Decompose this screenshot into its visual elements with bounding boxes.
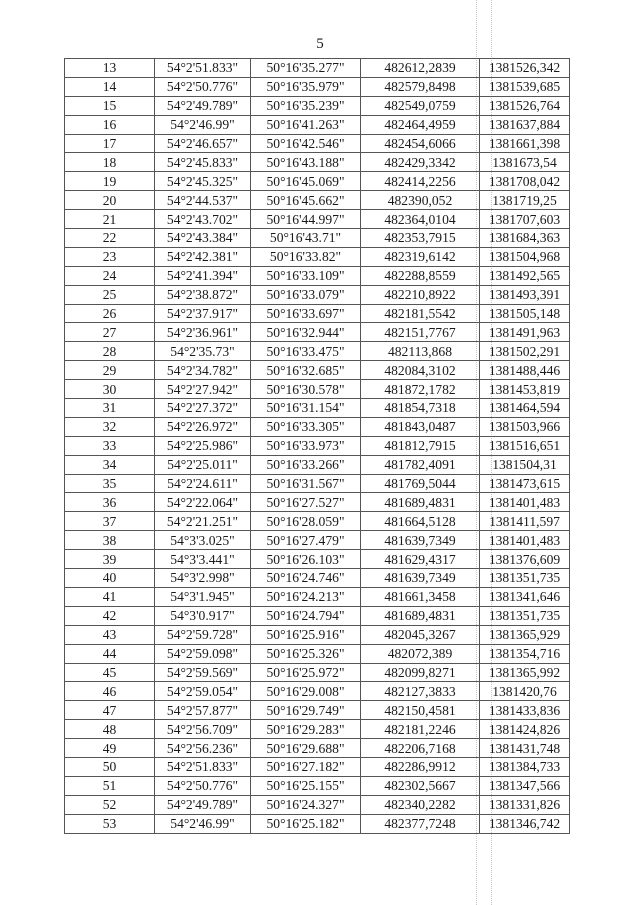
table-row bbox=[65, 417, 570, 436]
x-coordinate-cell: 481664,5128 bbox=[361, 512, 480, 531]
latitude-cell: 54°3'0.917" bbox=[155, 606, 251, 625]
point-number-cell: 40 bbox=[65, 569, 155, 588]
point-number-cell: 20 bbox=[65, 191, 155, 210]
point-number-cell: 31 bbox=[65, 399, 155, 418]
x-coordinate-cell: 482429,3342 bbox=[361, 153, 480, 172]
table-row bbox=[65, 361, 570, 380]
x-coordinate-cell: 481689,4831 bbox=[361, 493, 480, 512]
y-coordinate-cell: 1381351,735 bbox=[480, 569, 570, 588]
table-row bbox=[65, 380, 570, 399]
point-number-cell: 37 bbox=[65, 512, 155, 531]
x-coordinate-cell: 482464,4959 bbox=[361, 115, 480, 134]
latitude-cell: 54°2'59.569" bbox=[155, 663, 251, 682]
longitude-cell: 50°16'25.972" bbox=[251, 663, 361, 682]
y-coordinate-cell: 1381365,929 bbox=[480, 625, 570, 644]
x-coordinate-cell: 481782,4091 bbox=[361, 455, 480, 474]
y-coordinate-cell: 1381453,819 bbox=[480, 380, 570, 399]
latitude-cell: 54°2'57.877" bbox=[155, 701, 251, 720]
latitude-cell: 54°2'44.537" bbox=[155, 191, 251, 210]
point-number-cell: 21 bbox=[65, 210, 155, 229]
longitude-cell: 50°16'33.697" bbox=[251, 304, 361, 323]
x-coordinate-cell: 481689,4831 bbox=[361, 606, 480, 625]
y-coordinate-cell: 1381684,363 bbox=[480, 229, 570, 248]
point-number-cell: 15 bbox=[65, 96, 155, 115]
longitude-cell: 50°16'33.82" bbox=[251, 247, 361, 266]
table-row bbox=[65, 304, 570, 323]
longitude-cell: 50°16'33.109" bbox=[251, 266, 361, 285]
longitude-cell: 50°16'24.746" bbox=[251, 569, 361, 588]
y-coordinate-cell: 1381493,391 bbox=[480, 285, 570, 304]
table-row bbox=[65, 531, 570, 550]
x-coordinate-cell: 482206,7168 bbox=[361, 739, 480, 758]
table-row bbox=[65, 776, 570, 795]
latitude-cell: 54°2'45.325" bbox=[155, 172, 251, 191]
x-coordinate-cell: 482127,3833 bbox=[361, 682, 480, 701]
point-number-cell: 39 bbox=[65, 550, 155, 569]
latitude-cell: 54°2'46.99" bbox=[155, 814, 251, 833]
point-number-cell: 33 bbox=[65, 436, 155, 455]
x-coordinate-cell: 481812,7915 bbox=[361, 436, 480, 455]
table-row bbox=[65, 644, 570, 663]
longitude-cell: 50°16'25.155" bbox=[251, 776, 361, 795]
y-coordinate-cell: 1381401,483 bbox=[480, 531, 570, 550]
longitude-cell: 50°16'25.182" bbox=[251, 814, 361, 833]
y-coordinate-cell: 1381539,685 bbox=[480, 77, 570, 96]
latitude-cell: 54°3'1.945" bbox=[155, 587, 251, 606]
y-coordinate-cell: 1381420,76 bbox=[480, 682, 570, 701]
y-coordinate-cell: 1381719,25 bbox=[480, 191, 570, 210]
latitude-cell: 54°2'21.251" bbox=[155, 512, 251, 531]
y-coordinate-cell: 1381331,826 bbox=[480, 795, 570, 814]
table-row bbox=[65, 153, 570, 172]
longitude-cell: 50°16'32.685" bbox=[251, 361, 361, 380]
table-row bbox=[65, 77, 570, 96]
x-coordinate-cell: 482113,868 bbox=[361, 342, 480, 361]
y-coordinate-cell: 1381526,764 bbox=[480, 96, 570, 115]
point-number-cell: 29 bbox=[65, 361, 155, 380]
longitude-cell: 50°16'44.997" bbox=[251, 210, 361, 229]
longitude-cell: 50°16'29.283" bbox=[251, 720, 361, 739]
x-coordinate-cell: 482045,3267 bbox=[361, 625, 480, 644]
longitude-cell: 50°16'29.749" bbox=[251, 701, 361, 720]
y-coordinate-cell: 1381384,733 bbox=[480, 757, 570, 776]
latitude-cell: 54°2'38.872" bbox=[155, 285, 251, 304]
x-coordinate-cell: 481769,5044 bbox=[361, 474, 480, 493]
longitude-cell: 50°16'32.944" bbox=[251, 323, 361, 342]
table-row bbox=[65, 550, 570, 569]
y-coordinate-cell: 1381505,148 bbox=[480, 304, 570, 323]
point-number-cell: 17 bbox=[65, 134, 155, 153]
longitude-cell: 50°16'43.188" bbox=[251, 153, 361, 172]
table-row bbox=[65, 191, 570, 210]
point-number-cell: 49 bbox=[65, 739, 155, 758]
x-coordinate-cell: 482377,7248 bbox=[361, 814, 480, 833]
longitude-cell: 50°16'27.182" bbox=[251, 757, 361, 776]
x-coordinate-cell: 482390,052 bbox=[361, 191, 480, 210]
y-coordinate-cell: 1381504,968 bbox=[480, 247, 570, 266]
longitude-cell: 50°16'41.263" bbox=[251, 115, 361, 134]
longitude-cell: 50°16'24.327" bbox=[251, 795, 361, 814]
page-number: 5 bbox=[316, 36, 324, 52]
x-coordinate-cell: 482612,2839 bbox=[361, 59, 480, 78]
longitude-cell: 50°16'33.079" bbox=[251, 285, 361, 304]
x-coordinate-cell: 482099,8271 bbox=[361, 663, 480, 682]
x-coordinate-cell: 482454,6066 bbox=[361, 134, 480, 153]
coordinates-table bbox=[64, 58, 570, 834]
y-coordinate-cell: 1381491,963 bbox=[480, 323, 570, 342]
point-number-cell: 46 bbox=[65, 682, 155, 701]
table-row bbox=[65, 682, 570, 701]
latitude-cell: 54°2'46.657" bbox=[155, 134, 251, 153]
table-row bbox=[65, 587, 570, 606]
y-coordinate-cell: 1381673,54 bbox=[480, 153, 570, 172]
table-row bbox=[65, 720, 570, 739]
x-coordinate-cell: 481843,0487 bbox=[361, 417, 480, 436]
x-coordinate-cell: 482084,3102 bbox=[361, 361, 480, 380]
latitude-cell: 54°2'37.917" bbox=[155, 304, 251, 323]
longitude-cell: 50°16'35.979" bbox=[251, 77, 361, 96]
point-number-cell: 26 bbox=[65, 304, 155, 323]
y-coordinate-cell: 1381488,446 bbox=[480, 361, 570, 380]
y-coordinate-cell: 1381424,826 bbox=[480, 720, 570, 739]
x-coordinate-cell: 482072,389 bbox=[361, 644, 480, 663]
longitude-cell: 50°16'33.973" bbox=[251, 436, 361, 455]
y-coordinate-cell: 1381707,603 bbox=[480, 210, 570, 229]
longitude-cell: 50°16'29.008" bbox=[251, 682, 361, 701]
point-number-cell: 13 bbox=[65, 59, 155, 78]
point-number-cell: 53 bbox=[65, 814, 155, 833]
latitude-cell: 54°2'43.384" bbox=[155, 229, 251, 248]
table-row bbox=[65, 266, 570, 285]
table-row bbox=[65, 757, 570, 776]
table-row bbox=[65, 172, 570, 191]
longitude-cell: 50°16'29.688" bbox=[251, 739, 361, 758]
table-row bbox=[65, 210, 570, 229]
latitude-cell: 54°2'43.702" bbox=[155, 210, 251, 229]
point-number-cell: 51 bbox=[65, 776, 155, 795]
latitude-cell: 54°2'51.833" bbox=[155, 59, 251, 78]
y-coordinate-cell: 1381503,966 bbox=[480, 417, 570, 436]
x-coordinate-cell: 482181,2246 bbox=[361, 720, 480, 739]
x-coordinate-cell: 482302,5667 bbox=[361, 776, 480, 795]
y-coordinate-cell: 1381516,651 bbox=[480, 436, 570, 455]
latitude-cell: 54°2'59.728" bbox=[155, 625, 251, 644]
longitude-cell: 50°16'45.069" bbox=[251, 172, 361, 191]
table-row bbox=[65, 474, 570, 493]
point-number-cell: 44 bbox=[65, 644, 155, 663]
longitude-cell: 50°16'42.546" bbox=[251, 134, 361, 153]
y-coordinate-cell: 1381473,615 bbox=[480, 474, 570, 493]
point-number-cell: 50 bbox=[65, 757, 155, 776]
x-coordinate-cell: 482364,0104 bbox=[361, 210, 480, 229]
y-coordinate-cell: 1381464,594 bbox=[480, 399, 570, 418]
x-coordinate-cell: 482579,8498 bbox=[361, 77, 480, 96]
point-number-cell: 23 bbox=[65, 247, 155, 266]
point-number-cell: 48 bbox=[65, 720, 155, 739]
point-number-cell: 30 bbox=[65, 380, 155, 399]
table-row bbox=[65, 455, 570, 474]
y-coordinate-cell: 1381347,566 bbox=[480, 776, 570, 795]
latitude-cell: 54°2'24.611" bbox=[155, 474, 251, 493]
latitude-cell: 54°2'46.99" bbox=[155, 115, 251, 134]
latitude-cell: 54°2'27.372" bbox=[155, 399, 251, 418]
latitude-cell: 54°2'50.776" bbox=[155, 776, 251, 795]
latitude-cell: 54°2'26.972" bbox=[155, 417, 251, 436]
latitude-cell: 54°2'49.789" bbox=[155, 96, 251, 115]
y-coordinate-cell: 1381365,992 bbox=[480, 663, 570, 682]
table-row bbox=[65, 247, 570, 266]
y-coordinate-cell: 1381492,565 bbox=[480, 266, 570, 285]
point-number-cell: 28 bbox=[65, 342, 155, 361]
table-row bbox=[65, 96, 570, 115]
table-row bbox=[65, 569, 570, 588]
latitude-cell: 54°2'56.709" bbox=[155, 720, 251, 739]
y-coordinate-cell: 1381504,31 bbox=[480, 455, 570, 474]
longitude-cell: 50°16'26.103" bbox=[251, 550, 361, 569]
latitude-cell: 54°2'56.236" bbox=[155, 739, 251, 758]
table-row bbox=[65, 285, 570, 304]
latitude-cell: 54°2'36.961" bbox=[155, 323, 251, 342]
y-coordinate-cell: 1381661,398 bbox=[480, 134, 570, 153]
table-row bbox=[65, 229, 570, 248]
x-coordinate-cell: 481872,1782 bbox=[361, 380, 480, 399]
latitude-cell: 54°2'25.011" bbox=[155, 455, 251, 474]
latitude-cell: 54°2'27.942" bbox=[155, 380, 251, 399]
point-number-cell: 45 bbox=[65, 663, 155, 682]
x-coordinate-cell: 481639,7349 bbox=[361, 569, 480, 588]
table-row bbox=[65, 323, 570, 342]
point-number-cell: 27 bbox=[65, 323, 155, 342]
y-coordinate-cell: 1381502,291 bbox=[480, 342, 570, 361]
x-coordinate-cell: 482151,7767 bbox=[361, 323, 480, 342]
longitude-cell: 50°16'33.305" bbox=[251, 417, 361, 436]
x-coordinate-cell: 482181,5542 bbox=[361, 304, 480, 323]
latitude-cell: 54°3'3.025" bbox=[155, 531, 251, 550]
longitude-cell: 50°16'31.154" bbox=[251, 399, 361, 418]
longitude-cell: 50°16'27.527" bbox=[251, 493, 361, 512]
coordinates-table-body bbox=[65, 59, 570, 834]
x-coordinate-cell: 482340,2282 bbox=[361, 795, 480, 814]
longitude-cell: 50°16'25.916" bbox=[251, 625, 361, 644]
x-coordinate-cell: 482353,7915 bbox=[361, 229, 480, 248]
table-row bbox=[65, 134, 570, 153]
point-number-cell: 52 bbox=[65, 795, 155, 814]
longitude-cell: 50°16'35.277" bbox=[251, 59, 361, 78]
x-coordinate-cell: 482210,8922 bbox=[361, 285, 480, 304]
table-row bbox=[65, 606, 570, 625]
y-coordinate-cell: 1381341,646 bbox=[480, 587, 570, 606]
longitude-cell: 50°16'45.662" bbox=[251, 191, 361, 210]
latitude-cell: 54°2'59.054" bbox=[155, 682, 251, 701]
point-number-cell: 38 bbox=[65, 531, 155, 550]
x-coordinate-cell: 482286,9912 bbox=[361, 757, 480, 776]
point-number-cell: 42 bbox=[65, 606, 155, 625]
y-coordinate-cell: 1381346,742 bbox=[480, 814, 570, 833]
point-number-cell: 16 bbox=[65, 115, 155, 134]
y-coordinate-cell: 1381637,884 bbox=[480, 115, 570, 134]
longitude-cell: 50°16'33.475" bbox=[251, 342, 361, 361]
point-number-cell: 32 bbox=[65, 417, 155, 436]
table-row bbox=[65, 436, 570, 455]
longitude-cell: 50°16'30.578" bbox=[251, 380, 361, 399]
point-number-cell: 22 bbox=[65, 229, 155, 248]
longitude-cell: 50°16'28.059" bbox=[251, 512, 361, 531]
longitude-cell: 50°16'27.479" bbox=[251, 531, 361, 550]
latitude-cell: 54°2'49.789" bbox=[155, 795, 251, 814]
point-number-cell: 19 bbox=[65, 172, 155, 191]
longitude-cell: 50°16'33.266" bbox=[251, 455, 361, 474]
point-number-cell: 24 bbox=[65, 266, 155, 285]
longitude-cell: 50°16'24.213" bbox=[251, 587, 361, 606]
table-row bbox=[65, 701, 570, 720]
x-coordinate-cell: 482150,4581 bbox=[361, 701, 480, 720]
latitude-cell: 54°2'42.381" bbox=[155, 247, 251, 266]
table-row bbox=[65, 342, 570, 361]
table-row bbox=[65, 493, 570, 512]
table-row bbox=[65, 115, 570, 134]
latitude-cell: 54°2'59.098" bbox=[155, 644, 251, 663]
table-row bbox=[65, 814, 570, 833]
table-row bbox=[65, 399, 570, 418]
point-number-cell: 43 bbox=[65, 625, 155, 644]
x-coordinate-cell: 481854,7318 bbox=[361, 399, 480, 418]
y-coordinate-cell: 1381351,735 bbox=[480, 606, 570, 625]
longitude-cell: 50°16'43.71" bbox=[251, 229, 361, 248]
y-coordinate-cell: 1381376,609 bbox=[480, 550, 570, 569]
latitude-cell: 54°2'34.782" bbox=[155, 361, 251, 380]
x-coordinate-cell: 482319,6142 bbox=[361, 247, 480, 266]
table-row bbox=[65, 663, 570, 682]
x-coordinate-cell: 482288,8559 bbox=[361, 266, 480, 285]
x-coordinate-cell: 481661,3458 bbox=[361, 587, 480, 606]
y-coordinate-cell: 1381433,836 bbox=[480, 701, 570, 720]
point-number-cell: 18 bbox=[65, 153, 155, 172]
longitude-cell: 50°16'24.794" bbox=[251, 606, 361, 625]
table-row bbox=[65, 795, 570, 814]
table-row bbox=[65, 59, 570, 78]
table-row bbox=[65, 739, 570, 758]
longitude-cell: 50°16'31.567" bbox=[251, 474, 361, 493]
latitude-cell: 54°2'41.394" bbox=[155, 266, 251, 285]
x-coordinate-cell: 482414,2256 bbox=[361, 172, 480, 191]
latitude-cell: 54°3'3.441" bbox=[155, 550, 251, 569]
y-coordinate-cell: 1381411,597 bbox=[480, 512, 570, 531]
x-coordinate-cell: 482549,0759 bbox=[361, 96, 480, 115]
longitude-cell: 50°16'25.326" bbox=[251, 644, 361, 663]
latitude-cell: 54°2'22.064" bbox=[155, 493, 251, 512]
x-coordinate-cell: 481639,7349 bbox=[361, 531, 480, 550]
point-number-cell: 25 bbox=[65, 285, 155, 304]
longitude-cell: 50°16'35.239" bbox=[251, 96, 361, 115]
y-coordinate-cell: 1381354,716 bbox=[480, 644, 570, 663]
point-number-cell: 47 bbox=[65, 701, 155, 720]
y-coordinate-cell: 1381401,483 bbox=[480, 493, 570, 512]
point-number-cell: 36 bbox=[65, 493, 155, 512]
point-number-cell: 34 bbox=[65, 455, 155, 474]
latitude-cell: 54°2'51.833" bbox=[155, 757, 251, 776]
point-number-cell: 14 bbox=[65, 77, 155, 96]
table-row bbox=[65, 512, 570, 531]
latitude-cell: 54°2'50.776" bbox=[155, 77, 251, 96]
point-number-cell: 35 bbox=[65, 474, 155, 493]
point-number-cell: 41 bbox=[65, 587, 155, 606]
latitude-cell: 54°2'35.73" bbox=[155, 342, 251, 361]
y-coordinate-cell: 1381526,342 bbox=[480, 59, 570, 78]
latitude-cell: 54°3'2.998" bbox=[155, 569, 251, 588]
latitude-cell: 54°2'25.986" bbox=[155, 436, 251, 455]
y-coordinate-cell: 1381708,042 bbox=[480, 172, 570, 191]
y-coordinate-cell: 1381431,748 bbox=[480, 739, 570, 758]
x-coordinate-cell: 481629,4317 bbox=[361, 550, 480, 569]
table-row bbox=[65, 625, 570, 644]
latitude-cell: 54°2'45.833" bbox=[155, 153, 251, 172]
